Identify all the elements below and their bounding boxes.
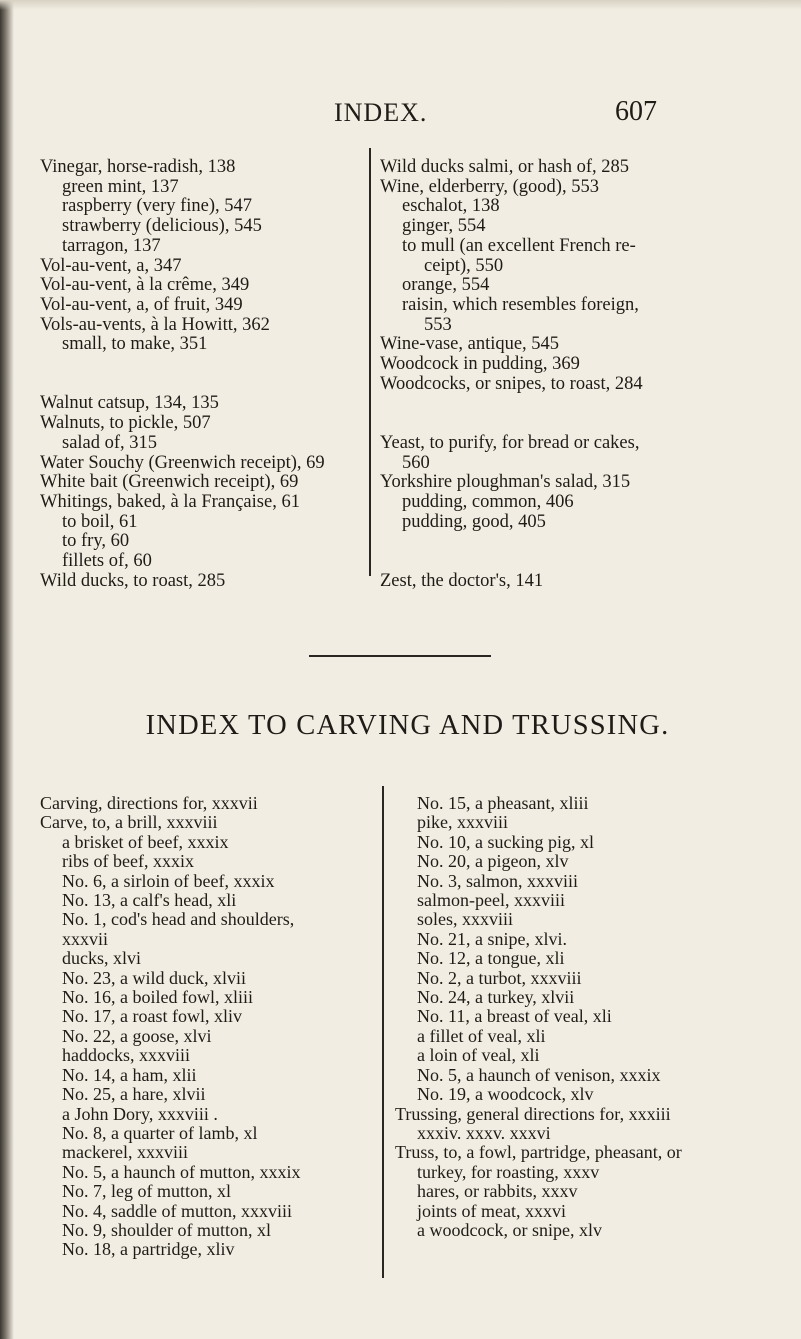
index-subentry: a brisket of beef, xxxix <box>62 831 229 852</box>
index-subentry: joints of meat, xxxvi <box>417 1200 566 1221</box>
index-subentry: 553 <box>424 314 452 335</box>
index-subentry: No. 23, a wild duck, xlvii <box>62 967 246 988</box>
index-entry: Vol-au-vent, à la crême, 349 <box>40 275 250 296</box>
section-separator-rule <box>309 655 491 657</box>
index-subentry: eschalot, 138 <box>402 196 500 217</box>
index-entry: Carve, to, a brill, xxxviii <box>40 812 218 833</box>
index-subentry: tarragon, 137 <box>62 235 161 256</box>
index-subentry: pike, xxxviii <box>417 812 508 833</box>
index-subentry: No. 12, a tongue, xli <box>417 948 565 969</box>
index-subentry: a woodcock, or snipe, xlv <box>417 1219 602 1240</box>
index-column-bottom-right <box>395 794 682 1240</box>
index-subentry: pudding, common, 406 <box>402 491 574 512</box>
index-subentry: raisin, which resembles foreign, <box>402 294 639 315</box>
spacer <box>380 552 643 572</box>
index-entry: Wine-vase, antique, 545 <box>380 334 560 355</box>
index-entry: Wild ducks salmi, or hash of, 285 <box>380 157 629 177</box>
index-subentry: No. 1, cod's head and shoulders, <box>62 909 295 930</box>
index-subentry: No. 14, a ham, xlii <box>62 1064 197 1085</box>
index-subentry: No. 11, a breast of veal, xli <box>417 1006 612 1027</box>
index-subentry: No. 21, a snipe, xlvi. <box>417 928 567 949</box>
index-subentry: salad of, 315 <box>62 432 158 453</box>
index-subentry: No. 8, a quarter of lamb, xl <box>62 1122 258 1143</box>
index-subentry: ducks, xlvi <box>62 948 141 969</box>
index-subentry: ribs of beef, xxxix <box>62 851 194 872</box>
column-divider-bottom <box>382 786 384 1278</box>
index-subentry: No. 16, a boiled fowl, xliii <box>62 987 253 1008</box>
index-subentry: pudding, good, 405 <box>402 511 546 532</box>
index-subentry: No. 15, a pheasant, xliii <box>417 793 589 813</box>
page-number: 607 <box>615 96 657 127</box>
index-entry: Zest, the doctor's, 141 <box>380 570 544 591</box>
index-entry: Walnuts, to pickle, 507 <box>40 413 211 434</box>
index-subentry: mackerel, xxxviii <box>62 1142 188 1163</box>
index-subentry: fillets of, 60 <box>62 551 152 572</box>
index-subentry: No. 25, a hare, xlvii <box>62 1084 206 1105</box>
index-entry: Vinegar, horse-radish, 138 <box>40 157 236 177</box>
index-subentry: No. 4, saddle of mutton, xxxviii <box>62 1200 292 1221</box>
index-entry: Trussing, general directions for, xxxiii <box>395 1103 671 1124</box>
index-subentry: salmon-peel, xxxviii <box>417 890 565 911</box>
index-subentry: soles, xxxviii <box>417 909 514 930</box>
index-subentry: No. 17, a roast fowl, xliv <box>62 1006 242 1027</box>
index-subentry: No. 20, a pigeon, xlv <box>417 851 569 872</box>
index-subentry: ginger, 554 <box>402 216 486 237</box>
index-subentry: a fillet of veal, xli <box>417 1025 546 1046</box>
index-subentry: a John Dory, xxxviii . <box>62 1103 218 1124</box>
index-subentry: raspberry (very fine), 547 <box>62 196 253 217</box>
index-subentry: green mint, 137 <box>62 176 179 197</box>
index-entry: White bait (Greenwich receipt), 69 <box>40 472 299 493</box>
index-column-top-left <box>40 158 325 591</box>
index-entry: Walnut catsup, 134, 135 <box>40 393 219 414</box>
index-subentry: No. 9, shoulder of mutton, xl <box>62 1219 271 1240</box>
index-entry: Woodcocks, or snipes, to roast, 284 <box>380 373 643 394</box>
index-subentry: No. 19, a woodcock, xlv <box>417 1084 594 1105</box>
index-entry: Wine, elderberry, (good), 553 <box>380 176 599 197</box>
index-entry: Truss, to, a fowl, partridge, pheasant, or <box>395 1142 682 1163</box>
index-subentry: xxxvii <box>62 928 109 949</box>
index-subentry: hares, or rabbits, xxxv <box>417 1181 578 1202</box>
spacer <box>380 394 643 414</box>
index-entry: Woodcock in pudding, 369 <box>380 354 580 375</box>
index-subentry: No. 5, a haunch of mutton, xxxix <box>62 1161 301 1182</box>
index-entry: Vol-au-vent, a, 347 <box>40 255 182 276</box>
column-divider-top <box>369 148 371 576</box>
index-subentry: No. 5, a haunch of venison, xxxix <box>417 1064 661 1085</box>
index-subentry: No. 24, a turkey, xlvii <box>417 987 575 1008</box>
top-edge-shadow <box>0 0 801 10</box>
index-entry: Yeast, to purify, for bread or cakes, <box>380 432 640 453</box>
index-subentry: No. 10, a sucking pig, xl <box>417 831 594 852</box>
index-subentry: a loin of veal, xli <box>417 1045 540 1066</box>
spacer <box>40 355 325 375</box>
index-subentry: turkey, for roasting, xxxv <box>417 1161 600 1182</box>
index-subentry: 560 <box>402 452 430 473</box>
index-subentry: No. 2, a turbot, xxxviii <box>417 967 582 988</box>
index-subentry: No. 6, a sirloin of beef, xxxix <box>62 870 275 891</box>
index-subentry: No. 7, leg of mutton, xl <box>62 1181 231 1202</box>
index-subentry: haddocks, xxxviii <box>62 1045 190 1066</box>
index-entry: Wild ducks, to roast, 285 <box>40 570 226 591</box>
index-subentry: ceipt), 550 <box>424 255 504 276</box>
index-subentry: to mull (an excellent French re- <box>402 235 636 256</box>
spacer <box>380 414 643 434</box>
index-entry: Whitings, baked, à la Française, 61 <box>40 491 300 512</box>
index-subentry: No. 3, salmon, xxxviii <box>417 870 578 891</box>
running-head: INDEX. <box>334 98 428 127</box>
spacer <box>380 532 643 552</box>
index-column-top-right <box>380 158 643 591</box>
index-subentry: No. 18, a partridge, xliv <box>62 1239 235 1260</box>
section-title: INDEX TO CARVING AND TRUSSING. <box>145 710 670 741</box>
index-subentry: to boil, 61 <box>62 511 138 532</box>
index-entry: Yorkshire ploughman's salad, 315 <box>380 472 631 493</box>
index-subentry: xxxiv. xxxv. xxxvi <box>417 1122 551 1143</box>
index-subentry: orange, 554 <box>402 275 490 296</box>
spacer <box>40 375 325 395</box>
binding-shadow <box>0 0 14 1339</box>
index-subentry: to fry, 60 <box>62 531 130 552</box>
index-subentry: small, to make, 351 <box>62 334 208 355</box>
index-subentry: strawberry (delicious), 545 <box>62 216 262 237</box>
index-entry: Water Souchy (Greenwich receipt), 69 <box>40 452 325 473</box>
index-entry: Carving, directions for, xxxvii <box>40 793 258 813</box>
index-subentry: No. 13, a calf's head, xli <box>62 890 237 911</box>
index-entry: Vol-au-vent, a, of fruit, 349 <box>40 294 243 315</box>
index-entry: Vols-au-vents, à la Howitt, 362 <box>40 314 270 335</box>
index-column-bottom-left <box>40 794 300 1260</box>
index-subentry: No. 22, a goose, xlvi <box>62 1025 212 1046</box>
